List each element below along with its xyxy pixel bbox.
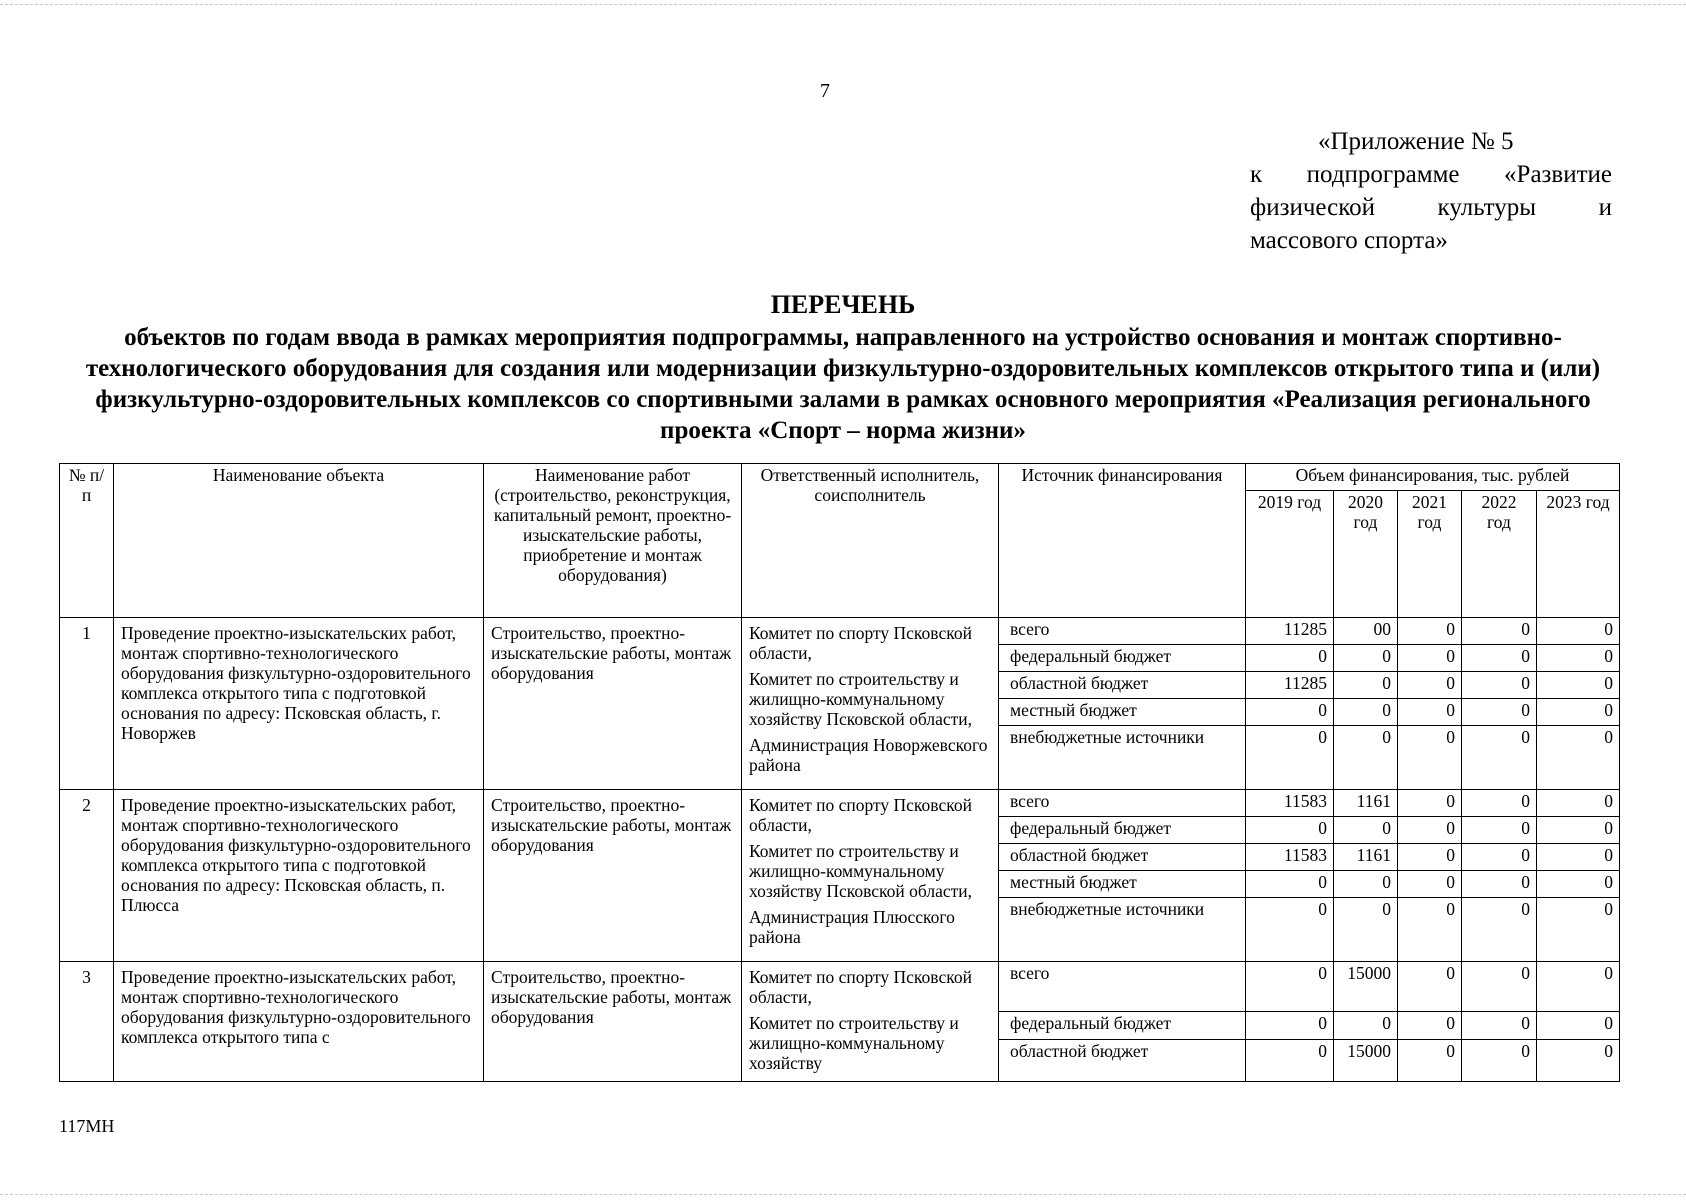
funding-value: 1161 <box>1334 844 1398 871</box>
funding-value: 0 <box>1398 871 1462 898</box>
scan-edge-top <box>0 4 1686 9</box>
funding-value: 0 <box>1462 1012 1537 1040</box>
funding-value: 0 <box>1462 962 1537 1012</box>
header-year: 2019 год <box>1246 491 1334 618</box>
table-row <box>60 962 1620 1012</box>
funding-value: 0 <box>1537 790 1620 817</box>
header-num: № п/п <box>60 464 114 618</box>
funding-value: 0 <box>1462 817 1537 844</box>
funding-value: 0 <box>1537 1012 1620 1040</box>
header-funding: Объем финансирования, тыс. рублей <box>1246 464 1620 491</box>
appendix-note <box>1250 125 1612 257</box>
funding-source: федеральный бюджет <box>999 1012 1246 1040</box>
table-row <box>60 618 1620 645</box>
works-name: Строительство, проектно-изыскательские работы, монтаж оборудования <box>484 618 742 790</box>
funding-value: 0 <box>1398 672 1462 699</box>
object-name: Проведение проектно-изыскательских работ, монтаж спортивно-технологического оборудования физкультурно-оздоровительного комплекса открытого типа с <box>114 962 484 1082</box>
executor <box>742 962 999 1082</box>
document-subtitle: объектов по годам ввода в рамках мероприятия подпрограммы, направленного на устройство основания и монтаж спортивно-технологического оборудования для создания или модернизации физкультурно-оздоровительных комплексов открытого типа и (или) физкультурно-оздоровительных комплексов со спортивными залами в рамках основного мероприятия «Реализация регионального проекта «Спорт – норма жизни» <box>85 324 1601 444</box>
header-works: Наименование работ (строительство, реконструкция, капитальный ремонт, проектно-изыскательские работы, приобретение и монтаж оборудования) <box>484 464 742 618</box>
funding-value: 15000 <box>1334 962 1398 1012</box>
funding-value: 0 <box>1398 844 1462 871</box>
funding-value: 0 <box>1537 618 1620 645</box>
funding-source: внебюджетные источники <box>999 726 1246 790</box>
funding-value: 0 <box>1334 1012 1398 1040</box>
funding-value: 0 <box>1537 645 1620 672</box>
header-executor: Ответственный исполнитель, соисполнитель <box>742 464 999 618</box>
footer-code: 117МН <box>59 1116 115 1136</box>
funding-source: местный бюджет <box>999 699 1246 726</box>
funding-value: 11285 <box>1246 618 1334 645</box>
object-name: Проведение проектно-изыскательских работ, монтаж спортивно-технологического оборудования физкультурно-оздоровительного комплекса открытого типа с подготовкой основания по адресу: Псковская область, п. Плюсса <box>114 790 484 962</box>
funding-value: 1161 <box>1334 790 1398 817</box>
funding-value: 0 <box>1462 844 1537 871</box>
funding-value: 0 <box>1462 726 1537 790</box>
document-title: ПЕРЕЧЕНЬ <box>770 290 916 319</box>
funding-value: 0 <box>1398 1012 1462 1040</box>
funding-value: 0 <box>1246 871 1334 898</box>
funding-value: 0 <box>1334 817 1398 844</box>
funding-value: 0 <box>1537 1040 1620 1082</box>
funding-value: 0 <box>1398 645 1462 672</box>
funding-value: 0 <box>1398 1040 1462 1082</box>
funding-value: 0 <box>1398 962 1462 1012</box>
funding-value: 0 <box>1537 844 1620 871</box>
executor-part: Комитет по строительству и жилищно-коммунальному хозяйству Псковской области, <box>749 841 973 901</box>
funding-value: 0 <box>1398 618 1462 645</box>
funding-source: всего <box>999 790 1246 817</box>
header-object: Наименование объекта <box>114 464 484 618</box>
funding-value: 0 <box>1246 817 1334 844</box>
funding-source: местный бюджет <box>999 871 1246 898</box>
funding-value: 0 <box>1246 1012 1334 1040</box>
header-source: Источник финансирования <box>999 464 1246 618</box>
funding-value: 0 <box>1246 645 1334 672</box>
funding-source: областной бюджет <box>999 1040 1246 1082</box>
funding-value: 0 <box>1462 871 1537 898</box>
funding-value: 0 <box>1398 726 1462 790</box>
funding-value: 11285 <box>1246 672 1334 699</box>
funding-value: 0 <box>1537 871 1620 898</box>
page-number: 7 <box>820 80 830 102</box>
scan-edge-bottom <box>0 1194 1686 1199</box>
object-name: Проведение проектно-изыскательских работ, монтаж спортивно-технологического оборудования физкультурно-оздоровительного комплекса открытого типа с подготовкой основания по адресу: Псковская область, г. Новоржев <box>114 618 484 790</box>
appendix-line-2: к подпрограмме «Развитие <box>1250 161 1612 188</box>
funding-value: 0 <box>1334 898 1398 962</box>
funding-value: 0 <box>1462 645 1537 672</box>
executor <box>742 618 999 790</box>
funding-value: 0 <box>1334 699 1398 726</box>
funding-value: 11583 <box>1246 844 1334 871</box>
funding-value: 0 <box>1537 962 1620 1012</box>
funding-value: 0 <box>1462 898 1537 962</box>
executor <box>742 790 999 962</box>
funding-value: 0 <box>1462 699 1537 726</box>
funding-value: 0 <box>1537 726 1620 790</box>
appendix-line-4: массового спорта» <box>1250 227 1448 254</box>
row-number: 3 <box>60 962 114 1082</box>
funding-value: 0 <box>1537 672 1620 699</box>
funding-value: 0 <box>1398 790 1462 817</box>
works-name: Строительство, проектно-изыскательские работы, монтаж оборудования <box>484 790 742 962</box>
funding-value: 0 <box>1462 672 1537 699</box>
appendix-line-3: физической культуры и <box>1250 194 1612 221</box>
executor-part: Комитет по спорту Псковской области, <box>749 623 972 663</box>
funding-source: внебюджетные источники <box>999 898 1246 962</box>
objects-table-body <box>60 618 1620 1082</box>
executor-part: Комитет по строительству и жилищно-коммунальному хозяйству Псковской области, <box>749 669 973 729</box>
executor-part: Комитет по строительству и жилищно-коммунальному хозяйству <box>749 1013 959 1073</box>
funding-value: 0 <box>1398 699 1462 726</box>
funding-value: 0 <box>1537 817 1620 844</box>
funding-value: 0 <box>1398 817 1462 844</box>
funding-value: 0 <box>1462 790 1537 817</box>
header-year: 2023 год <box>1537 491 1620 618</box>
funding-value: 0 <box>1462 1040 1537 1082</box>
funding-value: 0 <box>1334 871 1398 898</box>
funding-value: 0 <box>1334 645 1398 672</box>
row-number: 2 <box>60 790 114 962</box>
funding-source: федеральный бюджет <box>999 817 1246 844</box>
row-number: 1 <box>60 618 114 790</box>
executor-part: Администрация Новоржевского района <box>749 735 988 775</box>
funding-value: 15000 <box>1334 1040 1398 1082</box>
header-year: 2022 год <box>1462 491 1537 618</box>
funding-value: 0 <box>1246 726 1334 790</box>
funding-value: 0 <box>1246 1040 1334 1082</box>
header-year: 2020 год <box>1334 491 1398 618</box>
funding-value: 0 <box>1246 699 1334 726</box>
works-name: Строительство, проектно-изыскательские работы, монтаж оборудования <box>484 962 742 1082</box>
funding-value: 0 <box>1398 898 1462 962</box>
funding-source: областной бюджет <box>999 672 1246 699</box>
funding-value: 0 <box>1462 618 1537 645</box>
funding-value: 0 <box>1246 962 1334 1012</box>
table-row <box>60 790 1620 817</box>
funding-source: федеральный бюджет <box>999 645 1246 672</box>
funding-value: 11583 <box>1246 790 1334 817</box>
executor-part: Комитет по спорту Псковской области, <box>749 795 972 835</box>
funding-value: 0 <box>1246 898 1334 962</box>
objects-table <box>59 463 1620 1082</box>
appendix-line-1: «Приложение № 5 <box>1318 128 1514 155</box>
funding-source: всего <box>999 962 1246 1012</box>
funding-source: областной бюджет <box>999 844 1246 871</box>
funding-value: 0 <box>1334 672 1398 699</box>
funding-value: 0 <box>1334 726 1398 790</box>
funding-value: 0 <box>1537 699 1620 726</box>
funding-source: всего <box>999 618 1246 645</box>
funding-value: 00 <box>1334 618 1398 645</box>
header-year: 2021 год <box>1398 491 1462 618</box>
executor-part: Комитет по спорту Псковской области, <box>749 967 972 1007</box>
executor-part: Администрация Плюсского района <box>749 907 955 947</box>
funding-value: 0 <box>1537 898 1620 962</box>
